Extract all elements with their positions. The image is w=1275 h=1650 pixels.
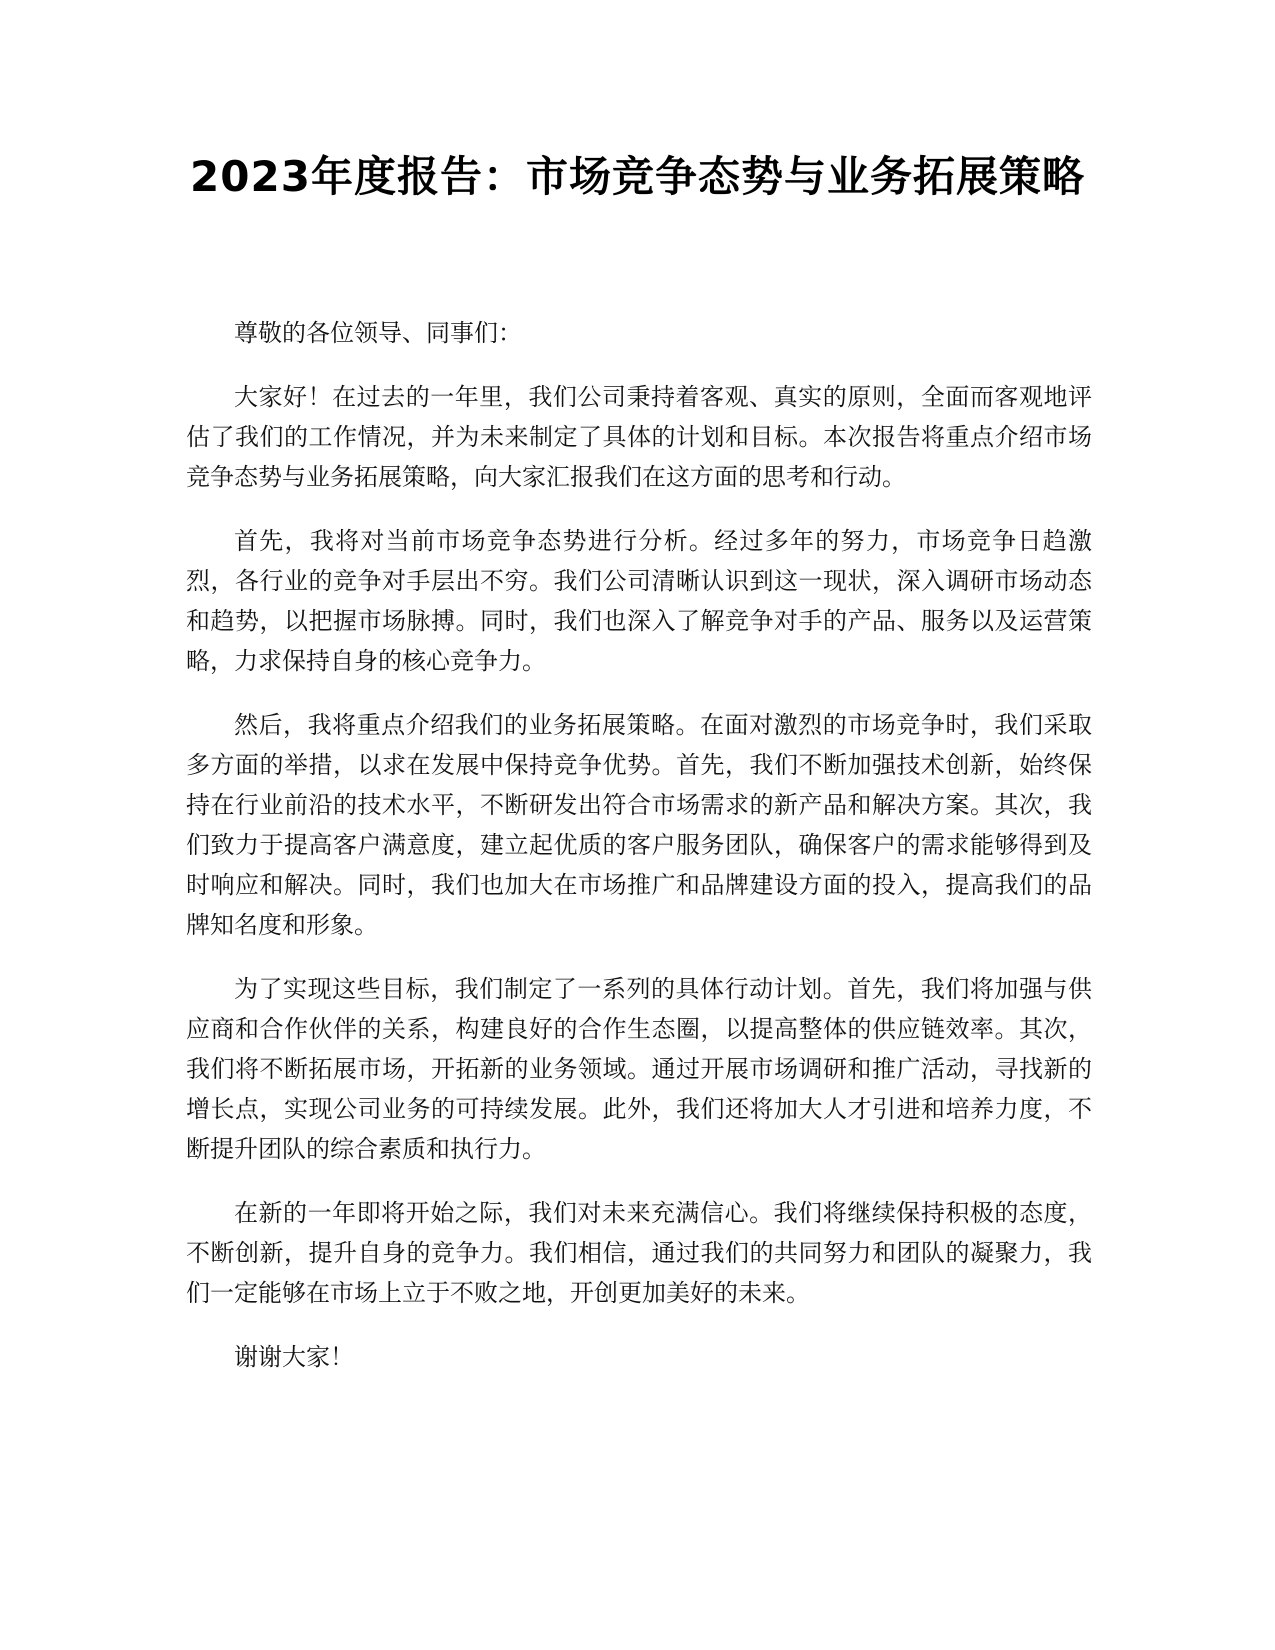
outlook-paragraph: 在新的一年即将开始之际，我们对未来充满信心。我们将继续保持积极的态度，不断创新，提升自身的竞争力。我们相信，通过我们的共同努力和团队的凝聚力，我们一定能够在市场上立于不败之地，开创更加美好的未来。 bbox=[186, 1199, 1092, 1307]
market-analysis-paragraph: 首先，我将对当前市场竞争态势进行分析。经过多年的努力，市场竞争日趋激烈，各行业的竞争对手层出不穷。我们公司清晰认识到这一现状，深入调研市场动态和趋势，以把握市场脉搏。同时，我们也深入了解竞争对手的产品、服务以及运营策略，力求保持自身的核心竞争力。 bbox=[186, 527, 1092, 675]
document-title: 2023年度报告：市场竞争态势与业务拓展策略 bbox=[190, 152, 1085, 201]
action-plan-paragraph: 为了实现这些目标，我们制定了一系列的具体行动计划。首先，我们将加强与供应商和合作伙伴的关系，构建良好的合作生态圈，以提高整体的供应链效率。其次，我们将不断拓展市场，开拓新的业务领域。通过开展市场调研和推广活动，寻找新的增长点，实现公司业务的可持续发展。此外，我们还将加大人才引进和培养力度，不断提升团队的综合素质和执行力。 bbox=[186, 975, 1092, 1163]
intro-paragraph: 大家好！在过去的一年里，我们公司秉持着客观、真实的原则，全面而客观地评估了我们的工作情况，并为未来制定了具体的计划和目标。本次报告将重点介绍市场竞争态势与业务拓展策略，向大家汇报我们在这方面的思考和行动。 bbox=[186, 383, 1092, 491]
business-strategy-paragraph: 然后，我将重点介绍我们的业务拓展策略。在面对激烈的市场竞争时，我们采取多方面的举措，以求在发展中保持竞争优势。首先，我们不断加强技术创新，始终保持在行业前沿的技术水平，不断研发出符合市场需求的新产品和解决方案。其次，我们致力于提高客户满意度，建立起优质的客户服务团队，确保客户的需求能够得到及时响应和解决。同时，我们也加大在市场推广和品牌建设方面的投入，提高我们的品牌知名度和形象。 bbox=[186, 711, 1092, 939]
salutation-paragraph: 尊敬的各位领导、同事们： bbox=[234, 319, 522, 347]
closing-paragraph: 谢谢大家！ bbox=[234, 1343, 354, 1371]
document-body bbox=[186, 313, 1092, 1401]
